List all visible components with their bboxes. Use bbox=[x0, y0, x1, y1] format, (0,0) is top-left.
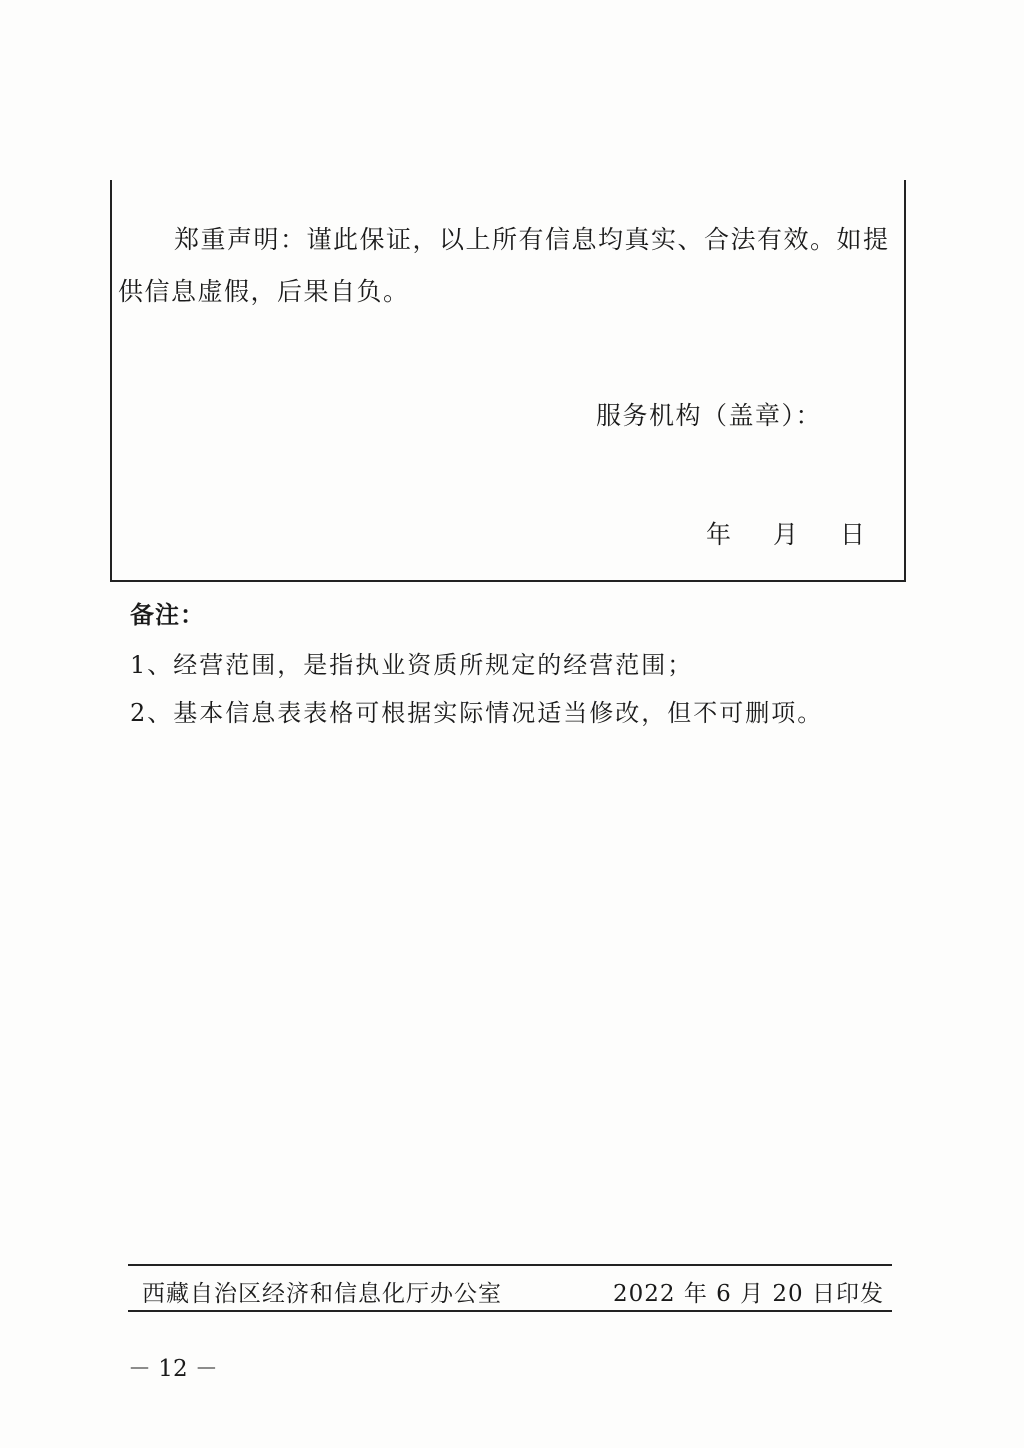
issue-date: 2022 年 6 月 20 日印发 bbox=[613, 1281, 884, 1307]
date-day-label: 日 bbox=[840, 520, 866, 549]
footer-bottom-rule bbox=[128, 1310, 892, 1312]
seal-label: 服务机构（盖章）： bbox=[596, 401, 823, 430]
footer-top-rule bbox=[128, 1264, 892, 1266]
note-item-2: 2、基本信息表表格可根据实际情况适当修改，但不可删项。 bbox=[130, 699, 824, 727]
notes-title: 备注： bbox=[130, 601, 205, 629]
date-month-label: 月 bbox=[773, 520, 799, 549]
page-number: － 12 － bbox=[128, 1356, 218, 1382]
note-item-1: 1、经营范围，是指执业资质所规定的经营范围； bbox=[130, 651, 694, 679]
declaration-text: 郑重声明：谨此保证，以上所有信息均真实、合法有效。如提供信息虚假，后果自负。 bbox=[118, 225, 890, 306]
date-year-label: 年 bbox=[706, 520, 732, 549]
date-row bbox=[706, 515, 865, 551]
declaration-box bbox=[110, 180, 906, 582]
issuer-name: 西藏自治区经济和信息化厅办公室 bbox=[142, 1281, 502, 1307]
